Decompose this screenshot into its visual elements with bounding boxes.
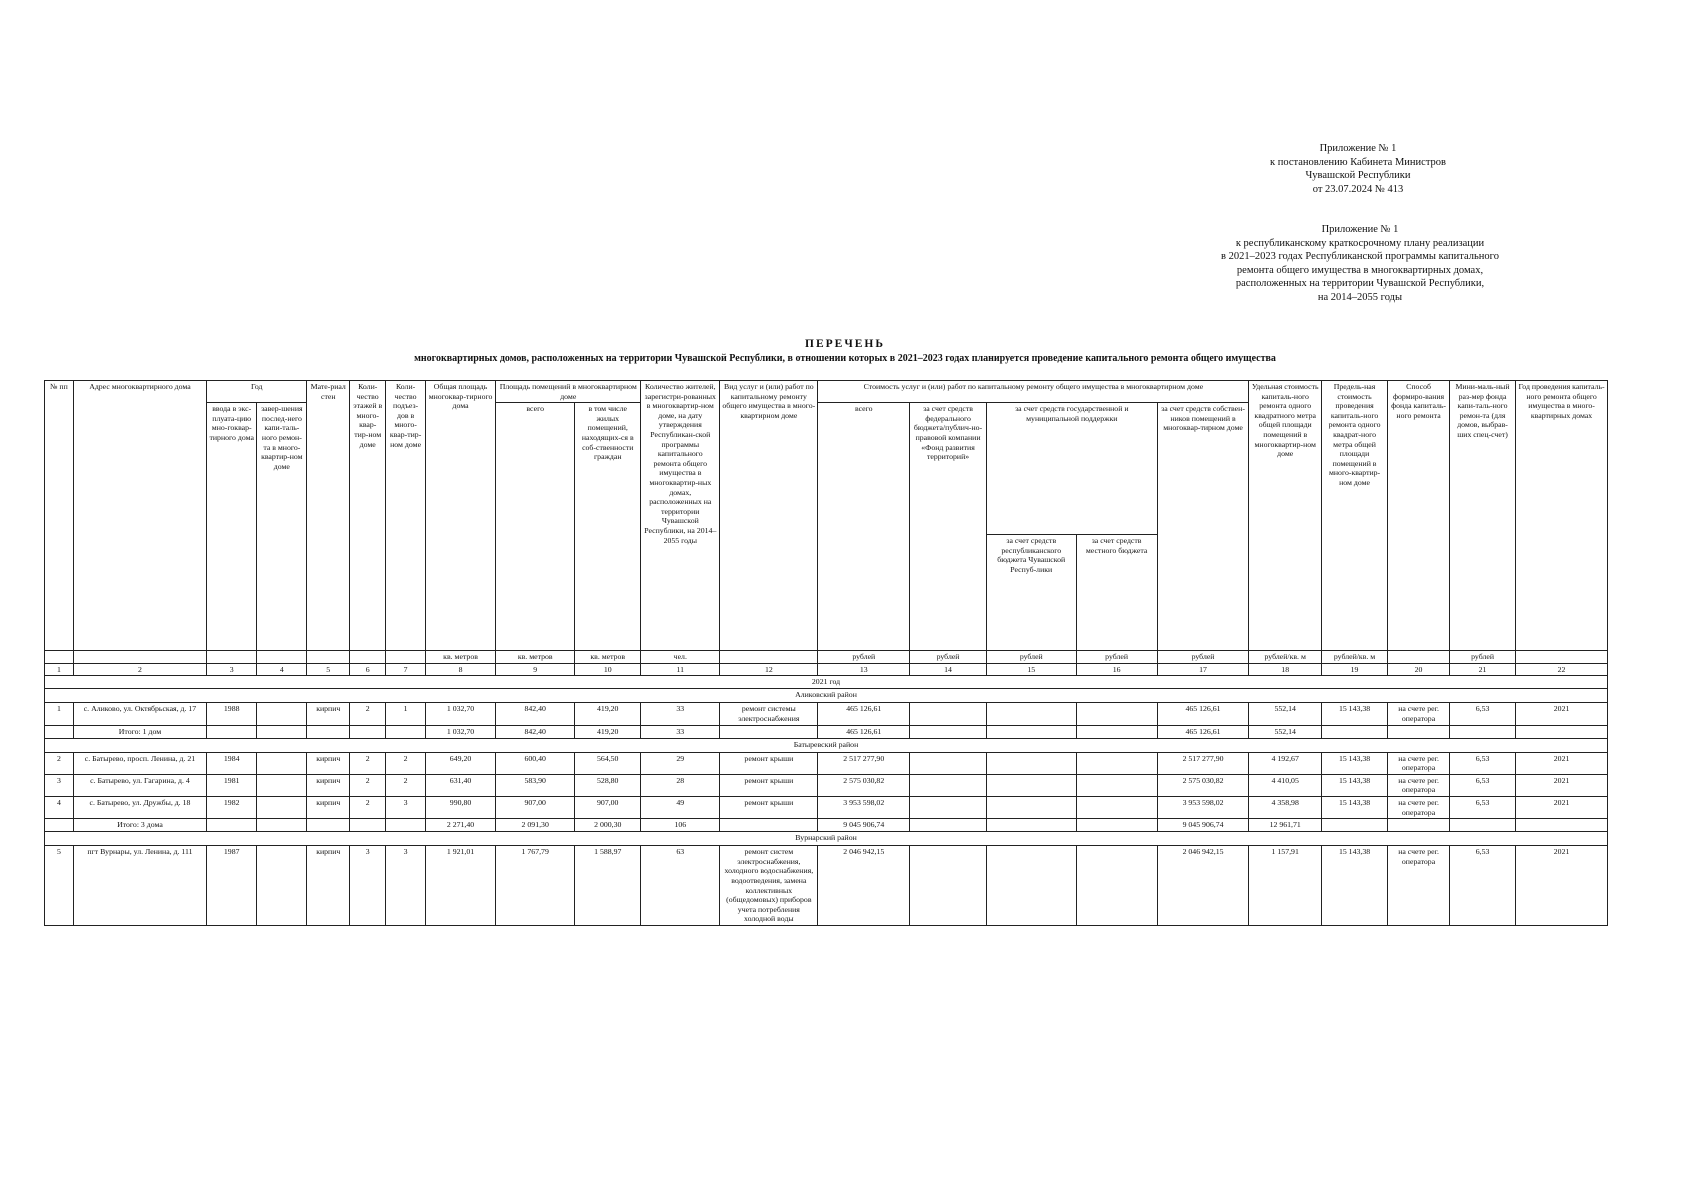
total-cell-6 — [350, 725, 386, 738]
column-number-21: 21 — [1449, 663, 1515, 676]
cell-1: 2 — [45, 752, 74, 774]
cell-20: на счете рег. оператора — [1388, 774, 1450, 796]
cell-18: 1 157,91 — [1249, 846, 1322, 926]
column-number-10: 10 — [575, 663, 641, 676]
total-cell-14 — [910, 819, 987, 832]
total-cell-21 — [1449, 819, 1515, 832]
total-cell-22 — [1516, 819, 1608, 832]
cell-9: 842,40 — [496, 703, 575, 725]
appendix-line: Приложение № 1 — [1321, 224, 1399, 235]
cell-10: 907,00 — [575, 796, 641, 818]
cell-6: 2 — [350, 703, 386, 725]
district-row — [45, 738, 1608, 752]
cell-3: 1981 — [207, 774, 257, 796]
cell-4 — [257, 703, 307, 725]
total-cell-22 — [1516, 725, 1608, 738]
header-year: Год — [207, 381, 307, 403]
header-year-commission: ввода в экс-плуата-цию мно-гоквар-тирного дома — [207, 403, 257, 651]
total-row — [45, 725, 1608, 738]
cell-9: 583,90 — [496, 774, 575, 796]
cell-11: 28 — [641, 774, 720, 796]
unit-cell-16: рублей — [1076, 651, 1157, 664]
total-cell-8: 1 032,70 — [425, 725, 495, 738]
header-material: Мате-риал стен — [307, 381, 350, 651]
cell-19: 15 143,38 — [1321, 774, 1387, 796]
cell-11: 49 — [641, 796, 720, 818]
cell-11: 63 — [641, 846, 720, 926]
cell-4 — [257, 846, 307, 926]
cell-20: на счете рег. оператора — [1388, 796, 1450, 818]
unit-cell-4 — [257, 651, 307, 664]
cell-20: на счете рег. оператора — [1388, 752, 1450, 774]
header-service-type: Вид услуг и (или) работ по капитальному ремонту общего имущества в много-квартирном доме — [720, 381, 818, 651]
column-numbers-row — [45, 663, 1608, 676]
cell-21: 6,53 — [1449, 752, 1515, 774]
header-unit-cost: Удельная стоимость капиталь-ного ремонта одного квадратного метра общей площади помещений в многоквартир-ном доме — [1249, 381, 1322, 651]
cell-2: с. Батырево, просп. Ленина, д. 21 — [73, 752, 206, 774]
cell-9: 1 767,79 — [496, 846, 575, 926]
header-total-area: Общая площадь многоквар-тирного дома — [425, 381, 495, 651]
cell-7: 3 — [386, 796, 425, 818]
cell-15 — [986, 846, 1076, 926]
cell-13: 2 046 942,15 — [818, 846, 910, 926]
cell-18: 4 358,98 — [1249, 796, 1322, 818]
total-cell-20 — [1388, 819, 1450, 832]
cell-13: 2 575 030,82 — [818, 774, 910, 796]
unit-cell-5 — [307, 651, 350, 664]
cell-2: с. Батырево, ул. Дружбы, д. 18 — [73, 796, 206, 818]
cell-14 — [910, 846, 987, 926]
appendix-to-resolution — [1208, 142, 1508, 196]
cell-13: 465 126,61 — [818, 703, 910, 725]
column-number-16: 16 — [1076, 663, 1157, 676]
unit-cell-17: рублей — [1157, 651, 1249, 664]
cell-6: 2 — [350, 774, 386, 796]
unit-cell-7 — [386, 651, 425, 664]
cell-12: ремонт крыши — [720, 774, 818, 796]
header-floors: Коли-чество этажей в много-квар-тир-ном доме — [350, 381, 386, 651]
unit-cell-2 — [73, 651, 206, 664]
header-cost: Стоимость услуг и (или) работ по капитальному ремонту общего имущества в многоквартирном доме — [818, 381, 1249, 403]
cell-16 — [1076, 846, 1157, 926]
header-limit-cost: Предель-ная стоимость проведения капиталь-ного ремонта одного квадрат-ного метра общей площади помещений в много-квартир-ном доме — [1321, 381, 1387, 651]
column-number-2: 2 — [73, 663, 206, 676]
total-cell-17: 465 126,61 — [1157, 725, 1249, 738]
total-cell-14 — [910, 725, 987, 738]
unit-cell-13: рублей — [818, 651, 910, 664]
cell-17: 2 575 030,82 — [1157, 774, 1249, 796]
header-min-fee: Мини-маль-ный раз-мер фонда капи-таль-ного ремон-та (для домов, выбрав-ших спец-счет) — [1449, 381, 1515, 651]
district-name: Аликовский район — [45, 689, 1608, 703]
cell-3: 1987 — [207, 846, 257, 926]
cell-13: 2 517 277,90 — [818, 752, 910, 774]
district-name: Вурнарский район — [45, 832, 1608, 846]
table-row — [45, 752, 1608, 774]
appendix-line: к республиканскому краткосрочному плану реализации — [1235, 237, 1485, 249]
header-cost-total: всего — [818, 403, 910, 651]
cell-10: 1 588,97 — [575, 846, 641, 926]
cell-3: 1984 — [207, 752, 257, 774]
cell-19: 15 143,38 — [1321, 703, 1387, 725]
header-premises-private: в том числе жилых помещений, находящих-ся в соб-ственности граждан — [575, 403, 641, 651]
total-cell-4 — [257, 725, 307, 738]
table-row — [45, 703, 1608, 725]
cell-1: 4 — [45, 796, 74, 818]
cell-13: 3 953 598,02 — [818, 796, 910, 818]
unit-cell-8: кв. метров — [425, 651, 495, 664]
district-name: Батыревский район — [45, 738, 1608, 752]
title-main: ПЕРЕЧЕНЬ — [805, 338, 885, 350]
total-cell-11: 33 — [641, 725, 720, 738]
column-number-11: 11 — [641, 663, 720, 676]
total-cell-10: 419,20 — [575, 725, 641, 738]
total-cell-8: 2 271,40 — [425, 819, 495, 832]
column-number-19: 19 — [1321, 663, 1387, 676]
unit-cell-1 — [45, 651, 74, 664]
column-number-4: 4 — [257, 663, 307, 676]
district-row — [45, 832, 1608, 846]
cell-17: 2 517 277,90 — [1157, 752, 1249, 774]
header-cost-state-support: за счет средств государственной и муниципальной поддержки — [986, 403, 1157, 535]
total-cell-13: 9 045 906,74 — [818, 819, 910, 832]
cell-17: 2 046 942,15 — [1157, 846, 1249, 926]
header-cost-republic: за счет средств республиканского бюджета Чувашской Респуб-лики — [986, 535, 1076, 651]
cell-14 — [910, 752, 987, 774]
total-cell-1 — [45, 725, 74, 738]
total-cell-12 — [720, 819, 818, 832]
header-residents: Количество жителей, зарегистри-рованных в многоквартир-ном доме, на дату утверждения Республикан-ской программы капитального ремонта общего имущества в многоквартир-ных домах, расположенных на территории Чувашской Республики, на 2014–2055 годы — [641, 381, 720, 651]
cell-21: 6,53 — [1449, 796, 1515, 818]
cell-16 — [1076, 774, 1157, 796]
cell-12: ремонт системы электроснабжения — [720, 703, 818, 725]
cell-3: 1982 — [207, 796, 257, 818]
cell-18: 552,14 — [1249, 703, 1322, 725]
cell-2: с. Аликово, ул. Октябрьская, д. 17 — [73, 703, 206, 725]
cell-15 — [986, 703, 1076, 725]
cell-16 — [1076, 796, 1157, 818]
cell-5: кирпич — [307, 846, 350, 926]
unit-cell-9: кв. метров — [496, 651, 575, 664]
appendix-line: к постановлению Кабинета Министров — [1270, 156, 1446, 168]
column-number-3: 3 — [207, 663, 257, 676]
total-cell-19 — [1321, 819, 1387, 832]
houses-table — [44, 380, 1608, 926]
cell-19: 15 143,38 — [1321, 752, 1387, 774]
cell-1: 3 — [45, 774, 74, 796]
header-entrances: Коли-чество подъез-дов в много-квар-тир-ном доме — [386, 381, 425, 651]
total-cell-20 — [1388, 725, 1450, 738]
column-number-18: 18 — [1249, 663, 1322, 676]
cell-8: 631,40 — [425, 774, 495, 796]
cell-18: 4 410,05 — [1249, 774, 1322, 796]
cell-5: кирпич — [307, 752, 350, 774]
unit-cell-18: рублей/кв. м — [1249, 651, 1322, 664]
title-subtitle: многоквартирных домов, расположенных на территории Чувашской Республики, в отношении которых в 2021–2023 годах планируется проведение капитального ремонта общего имущества — [414, 353, 1276, 364]
year-label: 2021 год — [45, 676, 1608, 689]
appendix-line: расположенных на территории Чувашской Республики, — [1235, 278, 1485, 289]
total-cell-2: Итого: 3 дома — [73, 819, 206, 832]
header-cost-owners: за счет средств собствен-ников помещений в многоквар-тирном доме — [1157, 403, 1249, 651]
header-premises-area: Площадь помещений в многоквартирном доме — [496, 381, 641, 403]
cell-15 — [986, 796, 1076, 818]
header-address: Адрес многоквартирного дома — [73, 381, 206, 651]
total-cell-1 — [45, 819, 74, 832]
cell-15 — [986, 774, 1076, 796]
total-cell-9: 2 091,30 — [496, 819, 575, 832]
header-repair-year: Год проведения капиталь-ного ремонта общего имущества в много-квартирных домах — [1516, 381, 1608, 651]
cell-22: 2021 — [1516, 703, 1608, 725]
cell-6: 2 — [350, 796, 386, 818]
appendix-to-plan — [1180, 223, 1540, 304]
cell-3: 1988 — [207, 703, 257, 725]
cell-8: 649,20 — [425, 752, 495, 774]
cell-7: 2 — [386, 774, 425, 796]
total-cell-6 — [350, 819, 386, 832]
cell-7: 1 — [386, 703, 425, 725]
total-cell-2: Итого: 1 дом — [73, 725, 206, 738]
column-number-9: 9 — [496, 663, 575, 676]
cell-16 — [1076, 752, 1157, 774]
cell-6: 3 — [350, 846, 386, 926]
header-num: № пп — [45, 381, 74, 651]
cell-22: 2021 — [1516, 796, 1608, 818]
total-cell-21 — [1449, 725, 1515, 738]
total-cell-19 — [1321, 725, 1387, 738]
column-number-17: 17 — [1157, 663, 1249, 676]
unit-cell-10: кв. метров — [575, 651, 641, 664]
cell-8: 1 032,70 — [425, 703, 495, 725]
cell-22: 2021 — [1516, 752, 1608, 774]
column-number-20: 20 — [1388, 663, 1450, 676]
unit-cell-11: чел. — [641, 651, 720, 664]
cell-16 — [1076, 703, 1157, 725]
cell-10: 528,80 — [575, 774, 641, 796]
unit-cell-3 — [207, 651, 257, 664]
appendix-line: в 2021–2023 годах Республиканской программы капитального — [1221, 251, 1499, 262]
column-number-7: 7 — [386, 663, 425, 676]
unit-cell-21: рублей — [1449, 651, 1515, 664]
appendix-line: от 23.07.2024 № 413 — [1312, 183, 1404, 195]
cell-5: кирпич — [307, 796, 350, 818]
total-cell-5 — [307, 819, 350, 832]
cell-20: на счете рег. оператора — [1388, 846, 1450, 926]
cell-21: 6,53 — [1449, 703, 1515, 725]
appendix-line: Чувашской Республики — [1305, 170, 1411, 181]
column-number-5: 5 — [307, 663, 350, 676]
total-cell-12 — [720, 725, 818, 738]
year-row — [45, 676, 1608, 689]
column-number-22: 22 — [1516, 663, 1608, 676]
table-row — [45, 846, 1608, 926]
cell-5: кирпич — [307, 774, 350, 796]
column-number-13: 13 — [818, 663, 910, 676]
cell-10: 419,20 — [575, 703, 641, 725]
district-row — [45, 689, 1608, 703]
header-year-last-repair: завер-шения послед-него капи-таль-ного ремон-та в много-квартир-ном доме — [257, 403, 307, 651]
total-cell-7 — [386, 725, 425, 738]
unit-cell-14: рублей — [910, 651, 987, 664]
total-cell-13: 465 126,61 — [818, 725, 910, 738]
cell-10: 564,50 — [575, 752, 641, 774]
cell-4 — [257, 774, 307, 796]
unit-cell-6 — [350, 651, 386, 664]
cell-17: 3 953 598,02 — [1157, 796, 1249, 818]
cell-14 — [910, 774, 987, 796]
cell-14 — [910, 796, 987, 818]
cell-18: 4 192,67 — [1249, 752, 1322, 774]
cell-20: на счете рег. оператора — [1388, 703, 1450, 725]
total-cell-7 — [386, 819, 425, 832]
appendix-line: ремонта общего имущества в многоквартирных домах, — [1236, 264, 1484, 276]
cell-8: 1 921,01 — [425, 846, 495, 926]
header-premises-all: всего — [496, 403, 575, 651]
appendix-line: Приложение № 1 — [1319, 143, 1397, 154]
cell-12: ремонт крыши — [720, 752, 818, 774]
cell-2: с. Батырево, ул. Гагарина, д. 4 — [73, 774, 206, 796]
unit-cell-20 — [1388, 651, 1450, 664]
total-cell-17: 9 045 906,74 — [1157, 819, 1249, 832]
cell-11: 29 — [641, 752, 720, 774]
total-cell-5 — [307, 725, 350, 738]
cell-21: 6,53 — [1449, 846, 1515, 926]
cell-17: 465 126,61 — [1157, 703, 1249, 725]
total-cell-15 — [986, 725, 1076, 738]
total-row — [45, 819, 1608, 832]
cell-2: пгт Вурнары, ул. Ленина, д. 111 — [73, 846, 206, 926]
cell-22: 2021 — [1516, 774, 1608, 796]
total-cell-16 — [1076, 725, 1157, 738]
cell-7: 2 — [386, 752, 425, 774]
unit-cell-22 — [1516, 651, 1608, 664]
total-cell-3 — [207, 725, 257, 738]
column-number-14: 14 — [910, 663, 987, 676]
cell-7: 3 — [386, 846, 425, 926]
column-number-6: 6 — [350, 663, 386, 676]
cell-21: 6,53 — [1449, 774, 1515, 796]
unit-cell-15: рублей — [986, 651, 1076, 664]
column-number-8: 8 — [425, 663, 495, 676]
cell-1: 5 — [45, 846, 74, 926]
total-cell-4 — [257, 819, 307, 832]
cell-14 — [910, 703, 987, 725]
appendix-line: на 2014–2055 годы — [1317, 291, 1403, 303]
cell-9: 600,40 — [496, 752, 575, 774]
cell-15 — [986, 752, 1076, 774]
column-number-1: 1 — [45, 663, 74, 676]
total-cell-9: 842,40 — [496, 725, 575, 738]
total-cell-18: 552,14 — [1249, 725, 1322, 738]
cell-12: ремонт крыши — [720, 796, 818, 818]
total-cell-15 — [986, 819, 1076, 832]
total-cell-16 — [1076, 819, 1157, 832]
cell-19: 15 143,38 — [1321, 796, 1387, 818]
header-fund-method: Способ формиро-вания фонда капиталь-ного ремонта — [1388, 381, 1450, 651]
cell-12: ремонт систем электроснабжения, холодного водоснабжения, водоотведения, замена коллективных (общедомовых) приборов учета потребления холодной воды — [720, 846, 818, 926]
cell-19: 15 143,38 — [1321, 846, 1387, 926]
cell-5: кирпич — [307, 703, 350, 725]
cell-6: 2 — [350, 752, 386, 774]
document-title — [180, 338, 1510, 364]
total-cell-18: 12 961,71 — [1249, 819, 1322, 832]
column-number-15: 15 — [986, 663, 1076, 676]
table-row — [45, 774, 1608, 796]
header-cost-local: за счет средств местного бюджета — [1076, 535, 1157, 651]
total-cell-10: 2 000,30 — [575, 819, 641, 832]
units-row — [45, 651, 1608, 664]
cell-4 — [257, 796, 307, 818]
cell-8: 990,80 — [425, 796, 495, 818]
cell-1: 1 — [45, 703, 74, 725]
cell-22: 2021 — [1516, 846, 1608, 926]
cell-11: 33 — [641, 703, 720, 725]
cell-9: 907,00 — [496, 796, 575, 818]
header-cost-federal: за счет средств федерального бюджета/публич-но-правовой компании «Фонд развития территорий» — [910, 403, 987, 651]
column-number-12: 12 — [720, 663, 818, 676]
unit-cell-12 — [720, 651, 818, 664]
total-cell-11: 106 — [641, 819, 720, 832]
cell-4 — [257, 752, 307, 774]
total-cell-3 — [207, 819, 257, 832]
table-row — [45, 796, 1608, 818]
unit-cell-19: рублей/кв. м — [1321, 651, 1387, 664]
